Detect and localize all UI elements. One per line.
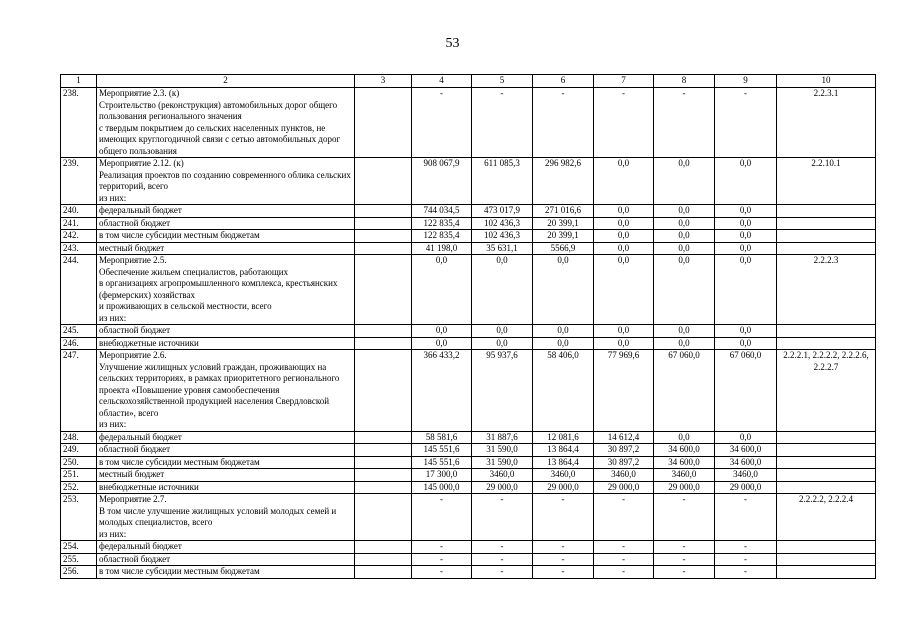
- cell-col5: 31 590,0: [472, 456, 533, 469]
- row-code: [777, 337, 876, 350]
- cell-col4: 122 835,4: [412, 217, 472, 230]
- row-name: федеральный бюджет: [97, 541, 355, 554]
- cell-col8: 0,0: [654, 205, 715, 218]
- cell-col8: 0,0: [654, 217, 715, 230]
- cell-col3: [355, 88, 412, 158]
- cell-col8: -: [654, 541, 715, 554]
- cell-col6: 5566,9: [533, 242, 594, 255]
- cell-col7: -: [594, 541, 654, 554]
- cell-col6: -: [533, 541, 594, 554]
- cell-col6: 0,0: [533, 337, 594, 350]
- cell-col9: 29 000,0: [715, 481, 777, 494]
- cell-col3: [355, 205, 412, 218]
- cell-col8: -: [654, 566, 715, 579]
- cell-col8: 0,0: [654, 431, 715, 444]
- cell-col8: 34 600,0: [654, 456, 715, 469]
- cell-col6: 20 399,1: [533, 217, 594, 230]
- row-number: 250.: [61, 456, 97, 469]
- row-number: 240.: [61, 205, 97, 218]
- cell-col5: 95 937,6: [472, 350, 533, 432]
- cell-col9: -: [715, 566, 777, 579]
- cell-col6: 0,0: [533, 255, 594, 325]
- cell-col5: -: [472, 494, 533, 541]
- cell-col4: -: [412, 566, 472, 579]
- cell-col6: 271 016,6: [533, 205, 594, 218]
- cell-col6: 3460,0: [533, 469, 594, 482]
- row-number: 249.: [61, 444, 97, 457]
- cell-col9: 0,0: [715, 242, 777, 255]
- row-name: областной бюджет: [97, 444, 355, 457]
- cell-col3: [355, 255, 412, 325]
- cell-col7: 0,0: [594, 158, 654, 205]
- cell-col3: [355, 350, 412, 432]
- cell-col5: 102 436,3: [472, 230, 533, 243]
- cell-col3: [355, 456, 412, 469]
- row-name: внебюджетные источники: [97, 337, 355, 350]
- cell-col8: 0,0: [654, 242, 715, 255]
- cell-col7: 77 969,6: [594, 350, 654, 432]
- row-name: местный бюджет: [97, 242, 355, 255]
- cell-col9: 0,0: [715, 230, 777, 243]
- cell-col5: -: [472, 541, 533, 554]
- cell-col9: -: [715, 494, 777, 541]
- cell-col6: 12 081,6: [533, 431, 594, 444]
- cell-col4: 366 433,2: [412, 350, 472, 432]
- table-row: [61, 205, 876, 218]
- budget-table: [60, 74, 876, 579]
- cell-col7: -: [594, 494, 654, 541]
- cell-col6: 296 982,6: [533, 158, 594, 205]
- row-code: [777, 541, 876, 554]
- column-header: 2: [97, 75, 355, 88]
- cell-col9: 3460,0: [715, 469, 777, 482]
- cell-col4: -: [412, 88, 472, 158]
- cell-col5: 31 590,0: [472, 444, 533, 457]
- cell-col8: 0,0: [654, 325, 715, 338]
- cell-col5: 31 887,6: [472, 431, 533, 444]
- cell-col9: 0,0: [715, 337, 777, 350]
- row-number: 247.: [61, 350, 97, 432]
- cell-col8: 3460,0: [654, 469, 715, 482]
- cell-col7: 0,0: [594, 217, 654, 230]
- cell-col3: [355, 566, 412, 579]
- cell-col3: [355, 481, 412, 494]
- cell-col9: 0,0: [715, 431, 777, 444]
- table-body: [61, 88, 876, 579]
- table-row: [61, 481, 876, 494]
- cell-col5: 611 085,3: [472, 158, 533, 205]
- cell-col6: -: [533, 494, 594, 541]
- cell-col8: -: [654, 88, 715, 158]
- cell-col3: [355, 217, 412, 230]
- cell-col3: [355, 469, 412, 482]
- cell-col7: 0,0: [594, 205, 654, 218]
- row-name: Мероприятие 2.5. Обеспечение жильем специалистов, работающих в организациях агропромышленного комплекса, крестьянских (фермерских) хозяйствах и проживающих в сельской местности, всего из них:: [97, 255, 355, 325]
- table-row: [61, 541, 876, 554]
- row-code: 2.2.2.1, 2.2.2.2, 2.2.2.6, 2.2.2.7: [777, 350, 876, 432]
- row-name: в том числе субсидии местным бюджетам: [97, 566, 355, 579]
- row-number: 241.: [61, 217, 97, 230]
- row-code: 2.2.10.1: [777, 158, 876, 205]
- table-row: [61, 88, 876, 158]
- row-name: в том числе субсидии местным бюджетам: [97, 230, 355, 243]
- cell-col3: [355, 230, 412, 243]
- cell-col7: 0,0: [594, 337, 654, 350]
- cell-col5: 35 631,1: [472, 242, 533, 255]
- table-row: [61, 255, 876, 325]
- cell-col3: [355, 337, 412, 350]
- cell-col3: [355, 158, 412, 205]
- cell-col7: 30 897,2: [594, 456, 654, 469]
- cell-col4: 0,0: [412, 255, 472, 325]
- cell-col5: -: [472, 553, 533, 566]
- cell-col7: 30 897,2: [594, 444, 654, 457]
- cell-col9: -: [715, 541, 777, 554]
- cell-col3: [355, 242, 412, 255]
- cell-col5: 473 017,9: [472, 205, 533, 218]
- column-header: 3: [355, 75, 412, 88]
- cell-col4: 744 034,5: [412, 205, 472, 218]
- cell-col9: 67 060,0: [715, 350, 777, 432]
- cell-col4: 41 198,0: [412, 242, 472, 255]
- cell-col5: 0,0: [472, 255, 533, 325]
- row-name: Мероприятие 2.6. Улучшение жилищных условий граждан, проживающих на сельских территориях, в рамках приоритетного регионального проекта «Повышение уровня самообеспечения сельскохозяйственной продукцией населения Свердловской области», всего из них:: [97, 350, 355, 432]
- table-row: [61, 217, 876, 230]
- row-number: 253.: [61, 494, 97, 541]
- page-number: 53: [445, 36, 460, 51]
- cell-col7: 3460,0: [594, 469, 654, 482]
- table-row: [61, 444, 876, 457]
- cell-col7: -: [594, 553, 654, 566]
- cell-col4: 58 581,6: [412, 431, 472, 444]
- column-header: 6: [533, 75, 594, 88]
- cell-col4: -: [412, 494, 472, 541]
- cell-col8: 0,0: [654, 255, 715, 325]
- cell-col5: -: [472, 88, 533, 158]
- cell-col4: -: [412, 553, 472, 566]
- row-name: Мероприятие 2.7. В том числе улучшение жилищных условий молодых семей и молодых специалистов, всего из них:: [97, 494, 355, 541]
- row-code: [777, 217, 876, 230]
- column-header: 5: [472, 75, 533, 88]
- column-header: 9: [715, 75, 777, 88]
- table-row: [61, 494, 876, 541]
- table-row: [61, 456, 876, 469]
- column-header: 10: [777, 75, 876, 88]
- cell-col5: -: [472, 566, 533, 579]
- cell-col8: 0,0: [654, 158, 715, 205]
- row-code: 2.2.3.1: [777, 88, 876, 158]
- row-code: [777, 553, 876, 566]
- column-header: 8: [654, 75, 715, 88]
- row-number: 244.: [61, 255, 97, 325]
- cell-col6: -: [533, 553, 594, 566]
- row-number: 254.: [61, 541, 97, 554]
- cell-col9: 0,0: [715, 255, 777, 325]
- cell-col7: 29 000,0: [594, 481, 654, 494]
- row-name: в том числе субсидии местным бюджетам: [97, 456, 355, 469]
- table-row: [61, 230, 876, 243]
- cell-col6: -: [533, 566, 594, 579]
- row-code: [777, 431, 876, 444]
- cell-col7: -: [594, 88, 654, 158]
- cell-col4: 908 067,9: [412, 158, 472, 205]
- column-header: 4: [412, 75, 472, 88]
- cell-col3: [355, 444, 412, 457]
- column-header: 1: [61, 75, 97, 88]
- cell-col5: 102 436,3: [472, 217, 533, 230]
- cell-col4: -: [412, 541, 472, 554]
- table-row: [61, 553, 876, 566]
- row-name: внебюджетные источники: [97, 481, 355, 494]
- row-number: 255.: [61, 553, 97, 566]
- cell-col9: 34 600,0: [715, 456, 777, 469]
- table-row: [61, 242, 876, 255]
- row-name: федеральный бюджет: [97, 431, 355, 444]
- cell-col7: 14 612,4: [594, 431, 654, 444]
- cell-col9: 0,0: [715, 158, 777, 205]
- row-number: 251.: [61, 469, 97, 482]
- cell-col4: 145 551,6: [412, 456, 472, 469]
- row-number: 248.: [61, 431, 97, 444]
- row-name: федеральный бюджет: [97, 205, 355, 218]
- cell-col8: -: [654, 553, 715, 566]
- row-number: 245.: [61, 325, 97, 338]
- row-number: 242.: [61, 230, 97, 243]
- row-code: [777, 325, 876, 338]
- row-code: 2.2.2.3: [777, 255, 876, 325]
- table-row: [61, 337, 876, 350]
- cell-col4: 145 551,6: [412, 444, 472, 457]
- cell-col6: 13 864,4: [533, 444, 594, 457]
- cell-col5: 0,0: [472, 325, 533, 338]
- cell-col8: 34 600,0: [654, 444, 715, 457]
- cell-col7: 0,0: [594, 230, 654, 243]
- row-code: [777, 456, 876, 469]
- table-row: [61, 431, 876, 444]
- cell-col3: [355, 541, 412, 554]
- cell-col3: [355, 494, 412, 541]
- cell-col8: 0,0: [654, 230, 715, 243]
- row-code: [777, 242, 876, 255]
- cell-col6: 58 406,0: [533, 350, 594, 432]
- row-name: Мероприятие 2.12. (к) Реализация проектов по созданию современного облика сельских территорий, всего из них:: [97, 158, 355, 205]
- cell-col4: 122 835,4: [412, 230, 472, 243]
- cell-col8: 29 000,0: [654, 481, 715, 494]
- cell-col6: 20 399,1: [533, 230, 594, 243]
- row-number: 246.: [61, 337, 97, 350]
- cell-col9: 0,0: [715, 205, 777, 218]
- table-row: [61, 350, 876, 432]
- cell-col9: 0,0: [715, 325, 777, 338]
- row-name: областной бюджет: [97, 325, 355, 338]
- cell-col6: 13 864,4: [533, 456, 594, 469]
- row-number: 243.: [61, 242, 97, 255]
- cell-col8: 67 060,0: [654, 350, 715, 432]
- cell-col3: [355, 431, 412, 444]
- cell-col4: 145 000,0: [412, 481, 472, 494]
- row-code: [777, 481, 876, 494]
- table-row: [61, 469, 876, 482]
- row-number: 239.: [61, 158, 97, 205]
- column-header: 7: [594, 75, 654, 88]
- row-code: [777, 230, 876, 243]
- table-row: [61, 325, 876, 338]
- cell-col9: -: [715, 88, 777, 158]
- cell-col4: 0,0: [412, 337, 472, 350]
- row-code: [777, 469, 876, 482]
- row-number: 256.: [61, 566, 97, 579]
- row-name: областной бюджет: [97, 217, 355, 230]
- table-row: [61, 566, 876, 579]
- table-row: [61, 158, 876, 205]
- cell-col7: -: [594, 566, 654, 579]
- row-name: областной бюджет: [97, 553, 355, 566]
- cell-col3: [355, 325, 412, 338]
- cell-col6: 29 000,0: [533, 481, 594, 494]
- cell-col4: 0,0: [412, 325, 472, 338]
- cell-col5: 29 000,0: [472, 481, 533, 494]
- header-row: [61, 75, 876, 88]
- cell-col9: -: [715, 553, 777, 566]
- row-code: [777, 205, 876, 218]
- cell-col9: 0,0: [715, 217, 777, 230]
- row-code: [777, 566, 876, 579]
- row-name: Мероприятие 2.3. (к) Строительство (реконструкция) автомобильных дорог общего пользования регионального значения с твердым покрытием до сельских населенных пунктов, не имеющих круглогодичной связи с сетью автомобильных дорог общего пользования: [97, 88, 355, 158]
- row-name: местный бюджет: [97, 469, 355, 482]
- cell-col7: 0,0: [594, 255, 654, 325]
- cell-col6: -: [533, 88, 594, 158]
- row-code: [777, 444, 876, 457]
- cell-col6: 0,0: [533, 325, 594, 338]
- row-number: 238.: [61, 88, 97, 158]
- cell-col7: 0,0: [594, 242, 654, 255]
- row-number: 252.: [61, 481, 97, 494]
- row-code: 2.2.2.2, 2.2.2.4: [777, 494, 876, 541]
- cell-col4: 17 300,0: [412, 469, 472, 482]
- cell-col5: 3460,0: [472, 469, 533, 482]
- cell-col8: -: [654, 494, 715, 541]
- cell-col8: 0,0: [654, 337, 715, 350]
- cell-col7: 0,0: [594, 325, 654, 338]
- cell-col9: 34 600,0: [715, 444, 777, 457]
- cell-col5: 0,0: [472, 337, 533, 350]
- cell-col3: [355, 553, 412, 566]
